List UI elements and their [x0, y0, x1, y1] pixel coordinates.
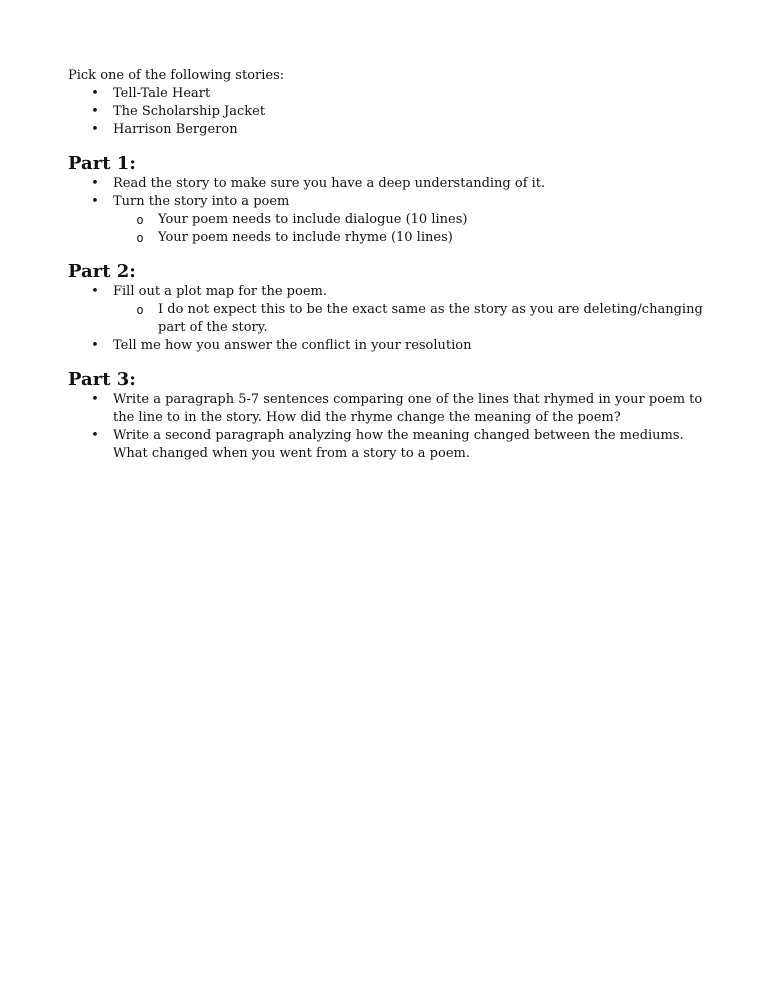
story-item: [68, 121, 708, 139]
part1-item-text: Read the story to make sure you have a deep understanding of it.: [113, 176, 546, 191]
part1-list: [68, 175, 708, 247]
document-page: [68, 67, 708, 463]
part1-item-text: Turn the story into a poem: [113, 194, 290, 209]
part1-subitem: [113, 229, 708, 247]
circle-bullet-icon: o: [136, 231, 144, 245]
intro-text: Pick one of the following stories:: [68, 68, 285, 83]
story-item: [68, 85, 708, 103]
part2-heading: Part 2:: [68, 261, 136, 282]
bullet-icon: •: [91, 392, 99, 407]
story-title: The Scholarship Jacket: [113, 104, 266, 119]
circle-bullet-icon: o: [136, 303, 144, 317]
bullet-icon: •: [91, 284, 99, 299]
circle-bullet-icon: o: [136, 213, 144, 227]
bullet-icon: •: [91, 194, 99, 209]
part1-item: [68, 175, 708, 193]
part1-item: [68, 193, 708, 247]
story-title: Harrison Bergeron: [113, 122, 238, 137]
part3-item: [68, 391, 708, 427]
bullet-icon: •: [91, 176, 99, 191]
part1-subitem-text: Your poem needs to include rhyme (10 lines): [158, 230, 453, 245]
part2-item: [68, 283, 708, 337]
part1-subitem-text: Your poem needs to include dialogue (10 lines): [158, 212, 468, 227]
part2-item-text: Tell me how you answer the conflict in your resolution: [113, 338, 472, 353]
bullet-icon: •: [91, 104, 99, 119]
part2-sublist: [113, 301, 708, 337]
part2-list: [68, 283, 708, 355]
story-item: [68, 103, 708, 121]
bullet-icon: •: [91, 338, 99, 353]
bullet-icon: •: [91, 122, 99, 137]
bullet-icon: •: [91, 428, 99, 443]
part1-sublist: [113, 211, 708, 247]
part3-heading: Part 3:: [68, 369, 136, 390]
story-list: [68, 85, 708, 139]
part1-heading: Part 1:: [68, 153, 136, 174]
bullet-icon: •: [91, 86, 99, 101]
part2-subitem-text: I do not expect this to be the exact same as the story as you are deleting/changing part of the story.: [158, 302, 703, 335]
part3-item-text: Write a paragraph 5-7 sentences comparing one of the lines that rhymed in your poem to the line to in the story. How did the rhyme change the meaning of the poem?: [113, 392, 703, 425]
part3-list: [68, 391, 708, 463]
story-title: Tell-Tale Heart: [113, 86, 211, 101]
part2-item-text: Fill out a plot map for the poem.: [113, 284, 327, 299]
part3-item-text: Write a second paragraph analyzing how the meaning changed between the mediums. What changed when you went from a story to a poem.: [113, 428, 684, 461]
part2-subitem: [113, 301, 708, 337]
part2-item: [68, 337, 708, 355]
part1-subitem: [113, 211, 708, 229]
part3-item: [68, 427, 708, 463]
